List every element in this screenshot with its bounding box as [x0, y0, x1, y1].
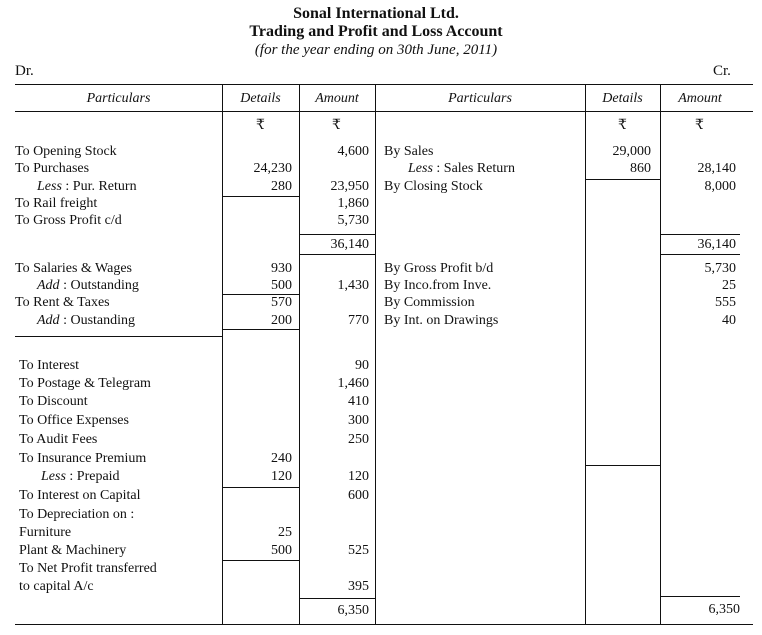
debit-detail: 120: [271, 469, 292, 484]
credit-trading-total: 36,140: [697, 237, 736, 252]
header-details-dr: Details: [240, 91, 281, 106]
rupee-symbol: ₹: [695, 118, 704, 133]
debit-particular: Less : Prepaid: [41, 469, 120, 484]
col-divider: [375, 84, 376, 624]
credit-particular: By Gross Profit b/d: [384, 261, 494, 276]
total-rule: [660, 234, 740, 235]
credit-amount: 25: [722, 278, 736, 293]
credit-amount: 28,140: [697, 161, 736, 176]
credit-detail: 29,000: [612, 144, 651, 159]
debit-particular: Less : Pur. Return: [37, 179, 137, 194]
total-rule: [299, 598, 375, 599]
rupee-symbol: ₹: [618, 118, 627, 133]
header-particulars-dr: Particulars: [86, 91, 151, 106]
debit-amount: 300: [348, 413, 369, 428]
debit-particular: Furniture: [19, 525, 72, 540]
debit-detail: 24,230: [253, 161, 292, 176]
debit-particular: To Office Expenses: [19, 413, 129, 428]
credit-particular: Less : Sales Return: [408, 161, 515, 176]
header-amount-cr: Amount: [678, 91, 722, 106]
subtotal-rule: [222, 487, 299, 488]
period-subtitle: (for the year ending on 30th June, 2011): [254, 42, 498, 58]
debit-amount: 395: [348, 579, 369, 594]
subtotal-rule: [585, 179, 660, 180]
debit-amount: 410: [348, 394, 369, 409]
subtotal-rule: [585, 465, 660, 466]
debit-amount: 4,600: [337, 144, 369, 159]
header-particulars-cr: Particulars: [448, 91, 512, 106]
debit-particular: To Insurance Premium: [19, 451, 147, 466]
debit-detail: 25: [278, 525, 292, 540]
debit-detail: 240: [271, 451, 292, 466]
header-amount-dr: Amount: [315, 91, 359, 106]
credit-amount: 555: [715, 295, 736, 310]
debit-detail: 500: [271, 543, 292, 558]
credit-particular: By Sales: [384, 144, 434, 159]
subtotal-rule: [222, 329, 299, 330]
debit-amount: 1,460: [337, 376, 369, 391]
subtotal-rule: [222, 560, 299, 561]
debit-amount: 23,950: [330, 179, 369, 194]
debit-amount: 90: [355, 358, 369, 373]
subtotal-rule: [222, 196, 299, 197]
credit-particular: By Commission: [384, 295, 475, 310]
rupee-symbol: ₹: [256, 118, 265, 133]
debit-particular: To Audit Fees: [19, 432, 98, 447]
debit-particular: To Depreciation on :: [19, 507, 135, 522]
debit-detail: 570: [271, 295, 292, 310]
debit-amount: 1,430: [337, 278, 369, 293]
debit-amount: 1,860: [337, 196, 369, 211]
table-top-rule: [15, 84, 753, 85]
debit-particular: Add : Oustanding: [37, 313, 136, 328]
debit-particular: To Interest on Capital: [19, 488, 141, 503]
debit-particular: To Net Profit transferred: [19, 561, 157, 576]
header-details-cr: Details: [602, 91, 643, 106]
rupee-symbol: ₹: [332, 118, 341, 133]
debit-detail: 500: [271, 278, 292, 293]
total-rule: [660, 596, 740, 597]
dr-label: Dr.: [15, 63, 34, 79]
credit-particular: By Int. on Drawings: [384, 313, 499, 328]
total-rule: [299, 234, 375, 235]
credit-amount: 8,000: [704, 179, 736, 194]
debit-particular: To Postage & Telegram: [19, 376, 151, 391]
debit-detail: 280: [271, 179, 292, 194]
debit-particular: To Rent & Taxes: [15, 295, 110, 310]
credit-detail: 860: [630, 161, 651, 176]
account-title: Trading and Profit and Loss Account: [249, 23, 503, 40]
debit-detail: 930: [271, 261, 292, 276]
debit-particular: Add : Outstanding: [37, 278, 139, 293]
debit-amount: 120: [348, 469, 369, 484]
credit-particular: By Inco.from Inve.: [384, 278, 492, 293]
table-bottom-rule: [15, 624, 753, 625]
debit-amount: 770: [348, 313, 369, 328]
debit-particular: Plant & Machinery: [19, 543, 127, 558]
debit-pl-total: 6,350: [337, 603, 369, 618]
section-rule: [15, 336, 222, 337]
credit-amount: 5,730: [704, 261, 736, 276]
header-bottom-rule: [15, 111, 753, 112]
debit-particular: To Interest: [19, 358, 80, 373]
credit-particular: By Closing Stock: [384, 179, 483, 194]
debit-particular: To Opening Stock: [15, 144, 117, 159]
credit-pl-total: 6,350: [708, 602, 740, 617]
debit-particular: To Gross Profit c/d: [15, 213, 122, 228]
debit-detail: 200: [271, 313, 292, 328]
debit-amount: 600: [348, 488, 369, 503]
debit-amount: 250: [348, 432, 369, 447]
debit-trading-total: 36,140: [330, 237, 369, 252]
cr-label: Cr.: [713, 63, 731, 79]
debit-amount: 5,730: [337, 213, 369, 228]
debit-particular: To Salaries & Wages: [15, 261, 132, 276]
total-rule: [660, 254, 740, 255]
debit-particular: To Discount: [19, 394, 88, 409]
debit-amount: 525: [348, 543, 369, 558]
company-name: Sonal International Ltd.: [293, 5, 459, 22]
debit-particular: To Rail freight: [15, 196, 98, 211]
total-rule: [299, 254, 375, 255]
credit-amount: 40: [722, 313, 736, 328]
debit-particular: To Purchases: [15, 161, 90, 176]
debit-particular: to capital A/c: [19, 579, 94, 594]
